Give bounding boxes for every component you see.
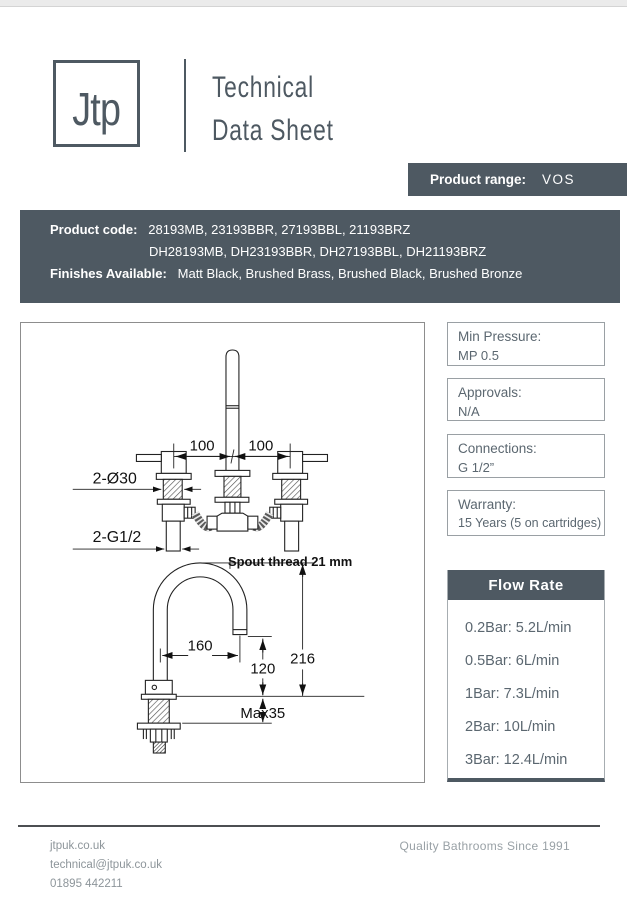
thread-label: 2-G1/2: [92, 529, 142, 547]
spec-box-connections: [447, 434, 605, 478]
dim-total-height: 216: [290, 650, 316, 668]
dim-spacing-right: 100: [248, 437, 274, 455]
product-code-label: Product code:: [50, 222, 138, 237]
footer-tagline: Quality Bathrooms Since 1991: [399, 839, 570, 853]
footer-email: technical@jtpuk.co.uk: [50, 859, 163, 871]
spec-box-approvals: [447, 378, 605, 421]
page-title: [212, 66, 372, 152]
flow-rate-row: 0.5Bar: 6L/min: [465, 653, 560, 669]
footer-phone: 01895 442211: [50, 878, 123, 890]
product-codes-line2: DH28193MB, DH23193BBR, DH27193BBL, DH21193BRZ: [149, 244, 487, 259]
hole-diameter-label: 2-Ø30: [92, 470, 137, 488]
spec-label: Approvals:: [458, 385, 522, 400]
product-codes-line1: 28193MB, 23193BBR, 27193BBL, 21193BRZ: [148, 222, 411, 237]
product-range-value: VOS: [542, 172, 576, 187]
page-title-line2: Data Sheet: [212, 114, 334, 147]
spec-value: N/A: [458, 404, 480, 419]
product-range-bar: [408, 163, 627, 196]
spec-value: 15 Years (5 on cartridges): [458, 516, 602, 530]
page-top-strip: [0, 0, 627, 7]
jtp-logo-text: Jtp: [72, 82, 121, 135]
finishes-label: Finishes Available:: [50, 266, 167, 281]
spec-box-min-pressure: [447, 322, 605, 366]
flow-rate-row: 0.2Bar: 5.2L/min: [465, 620, 572, 636]
footer-website: jtpuk.co.uk: [50, 840, 105, 852]
spec-label: Warranty:: [458, 497, 517, 512]
technical-drawing-panel: [20, 322, 425, 783]
header-divider: [184, 59, 186, 152]
dim-reach: 160: [187, 637, 213, 655]
product-range-label: Product range:: [430, 172, 527, 187]
technical-drawing: [21, 323, 424, 782]
dim-spacing-left: 100: [189, 437, 215, 455]
flow-rate-title: Flow Rate: [448, 570, 604, 600]
spec-label: Min Pressure:: [458, 329, 542, 344]
flow-rate-row: 3Bar: 12.4L/min: [465, 752, 568, 768]
side-view-drawing: [137, 557, 364, 753]
flow-rate-row: 1Bar: 7.3L/min: [465, 686, 560, 702]
spout-thread-note: Spout thread 21 mm: [227, 553, 353, 569]
flow-rate-list: [448, 600, 604, 777]
spec-value: MP 0.5: [458, 348, 499, 363]
footer-divider: [18, 825, 600, 827]
finishes-value: Matt Black, Brushed Brass, Brushed Black, Brushed Bronze: [177, 266, 523, 281]
flow-rate-row: 2Bar: 10L/min: [465, 719, 556, 735]
dim-outlet-height: 120: [250, 660, 276, 678]
spec-box-warranty: [447, 490, 605, 536]
spec-value: G 1/2”: [458, 460, 495, 475]
page-title-line1: Technical: [212, 71, 314, 104]
dim-max-deck: Max35: [240, 705, 286, 723]
product-code-bar: [20, 210, 620, 303]
jtp-logo: [53, 60, 140, 147]
flow-rate-panel: [447, 570, 605, 782]
spec-label: Connections:: [458, 441, 537, 456]
